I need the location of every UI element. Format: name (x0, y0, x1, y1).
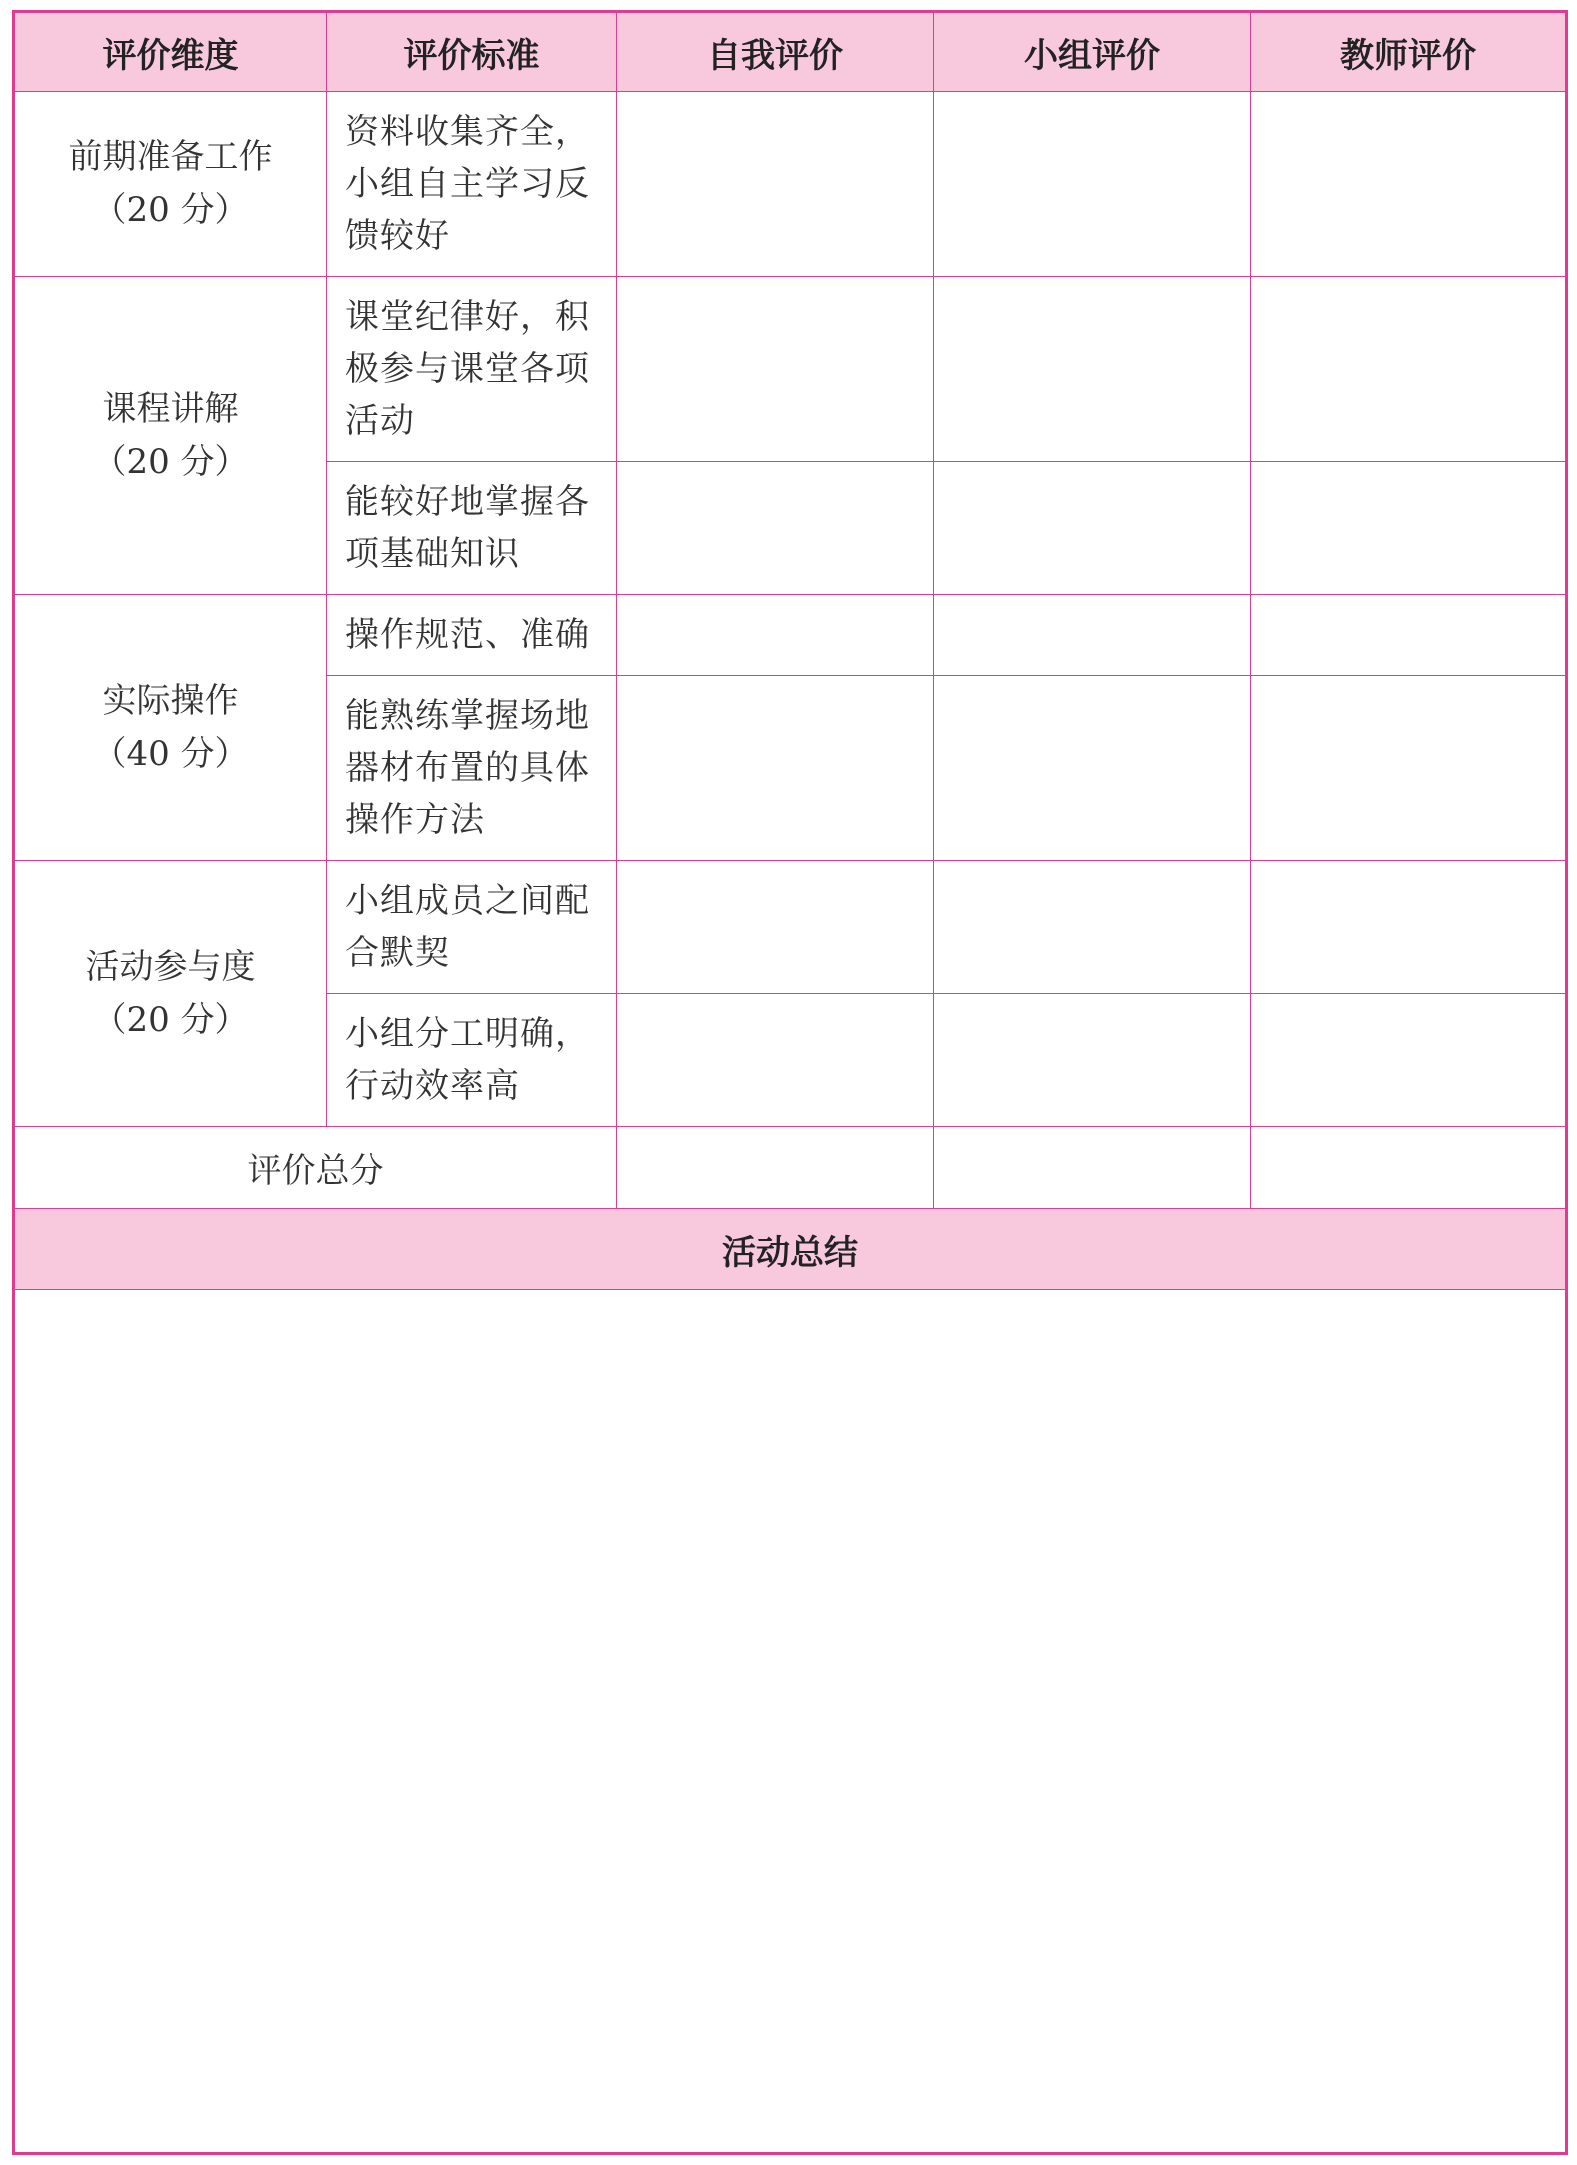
teacher-score-cell[interactable] (1251, 676, 1567, 861)
dimension-cell (14, 595, 327, 861)
group-total-cell[interactable] (934, 1127, 1251, 1209)
table-row (14, 861, 1567, 994)
self-score-cell[interactable] (617, 277, 934, 462)
dimension-name: 实际操作 (102, 680, 239, 721)
total-label: 评价总分 (14, 1127, 617, 1209)
header-group-evaluation: 小组评价 (934, 12, 1251, 92)
header-self-evaluation: 自我评价 (617, 12, 934, 92)
table-row (14, 277, 1567, 462)
self-score-cell[interactable] (617, 462, 934, 595)
self-score-cell[interactable] (617, 861, 934, 994)
evaluation-table (12, 10, 1568, 2155)
dimension-cell (14, 277, 327, 595)
teacher-score-cell[interactable] (1251, 92, 1567, 277)
header-teacher-evaluation: 教师评价 (1251, 12, 1567, 92)
dimension-points: （20 分） (92, 190, 249, 230)
dimension-points: （20 分） (92, 999, 249, 1040)
criteria-cell: 能较好地掌握各项基础知识 (327, 462, 617, 595)
group-score-cell[interactable] (934, 861, 1251, 994)
summary-body-row (14, 1290, 1567, 2154)
dimension-name: 前期准备工作 (68, 137, 273, 177)
teacher-score-cell[interactable] (1251, 861, 1567, 994)
teacher-score-cell[interactable] (1251, 462, 1567, 595)
criteria-cell: 资料收集齐全，小组自主学习反馈较好 (327, 92, 617, 277)
table-row (14, 595, 1567, 676)
self-score-cell[interactable] (617, 676, 934, 861)
criteria-cell: 小组成员之间配合默契 (327, 861, 617, 994)
group-score-cell[interactable] (934, 994, 1251, 1127)
header-criteria: 评价标准 (327, 12, 617, 92)
summary-area[interactable] (14, 1290, 1567, 2154)
group-score-cell[interactable] (934, 676, 1251, 861)
summary-header-row (14, 1209, 1567, 1290)
self-score-cell[interactable] (617, 92, 934, 277)
table-row (14, 92, 1567, 277)
dimension-name: 活动参与度 (85, 946, 256, 987)
header-dimension: 评价维度 (14, 12, 327, 92)
teacher-total-cell[interactable] (1251, 1127, 1567, 1209)
dimension-name: 课程讲解 (102, 388, 239, 429)
dimension-points: （20 分） (92, 441, 249, 482)
dimension-cell (14, 92, 327, 277)
total-row (14, 1127, 1567, 1209)
header-row (14, 12, 1567, 92)
self-score-cell[interactable] (617, 595, 934, 676)
teacher-score-cell[interactable] (1251, 994, 1567, 1127)
teacher-score-cell[interactable] (1251, 277, 1567, 462)
summary-title: 活动总结 (14, 1209, 1567, 1290)
group-score-cell[interactable] (934, 462, 1251, 595)
self-score-cell[interactable] (617, 994, 934, 1127)
teacher-score-cell[interactable] (1251, 595, 1567, 676)
criteria-cell: 小组分工明确，行动效率高 (327, 994, 617, 1127)
group-score-cell[interactable] (934, 92, 1251, 277)
criteria-cell: 课堂纪律好，积极参与课堂各项活动 (327, 277, 617, 462)
group-score-cell[interactable] (934, 277, 1251, 462)
criteria-cell: 操作规范、准确 (327, 595, 617, 676)
self-total-cell[interactable] (617, 1127, 934, 1209)
dimension-points: （40 分） (92, 733, 249, 774)
dimension-cell (14, 861, 327, 1127)
group-score-cell[interactable] (934, 595, 1251, 676)
criteria-cell: 能熟练掌握场地器材布置的具体操作方法 (327, 676, 617, 861)
evaluation-sheet (12, 10, 1565, 2155)
